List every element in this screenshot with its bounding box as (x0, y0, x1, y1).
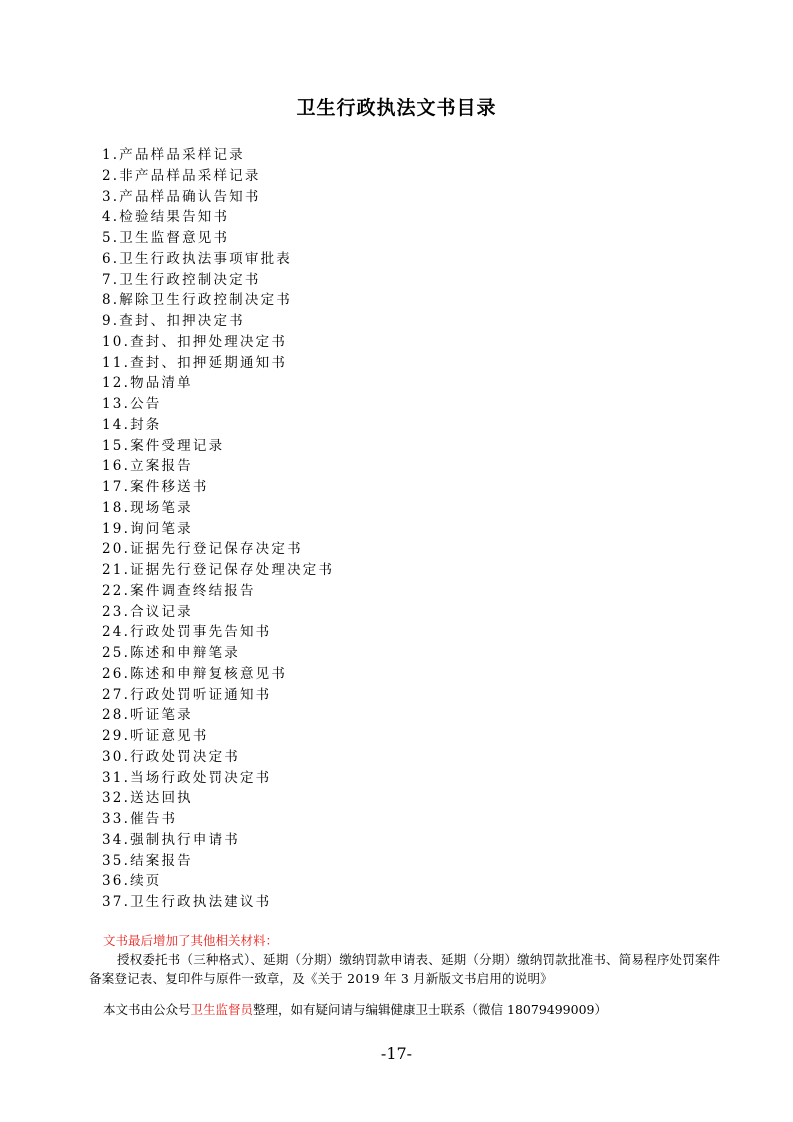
toc-item: 13.公告 (102, 396, 162, 412)
toc-item: 35.结案报告 (102, 852, 193, 869)
toc-item: 18.现场笔录 (102, 499, 193, 516)
note-heading: 文书最后增加了其他相关材料： (103, 933, 279, 948)
toc-item: 7.卫生行政控制决定书 (102, 271, 261, 288)
toc-item: 26.陈述和申辩复核意见书 (102, 665, 288, 682)
toc-item: 9.查封、扣押决定书 (102, 313, 245, 329)
page-number: -17- (380, 1044, 413, 1063)
toc-item: 32.送达回执 (102, 790, 193, 807)
toc-item: 8.解除卫生行政控制决定书 (102, 292, 292, 309)
toc-item: 11.查封、扣押延期通知书 (102, 354, 288, 371)
toc-item: 21.证据先行登记保存处理决定书 (102, 562, 335, 578)
toc-item: 10.查封、扣押处理决定书 (102, 333, 288, 350)
toc-item: 36.续页 (102, 873, 162, 890)
toc-item: 14.封条 (102, 416, 162, 433)
credit-suffix: 整理，如有疑问请与编辑健康卫士联系（微信 18079499009） (253, 1002, 607, 1017)
toc-item: 29.听证意见书 (102, 728, 209, 744)
table-of-contents (102, 145, 334, 913)
note-body: 授权委托书（三种格式）、延期（分期）缴纳罚款申请表、延期（分期）缴纳罚款批准书、简易程序处罚案件备案登记表、复印件与原件一致章，及《关于 2019 年 3 月新版文书启用的说明》 (89, 952, 721, 986)
credit-account-name: 卫生监督员 (190, 1002, 254, 1017)
toc-item: 3.产品样品确认告知书 (102, 188, 261, 205)
toc-item: 4.检验结果告知书 (102, 209, 230, 226)
toc-item: 24.行政处罚事先告知书 (102, 624, 272, 641)
toc-item: 28.听证笔录 (102, 707, 193, 724)
credit-prefix: 本文书由公众号 (103, 1002, 191, 1017)
toc-item: 12.物品清单 (102, 375, 193, 392)
toc-item: 27.行政处罚听证通知书 (102, 686, 272, 703)
toc-item: 33.催告书 (102, 811, 178, 827)
toc-item: 25.陈述和申辩笔录 (102, 645, 240, 661)
toc-item: 17.案件移送书 (102, 479, 209, 495)
toc-item: 31.当场行政处罚决定书 (102, 769, 272, 786)
toc-item: 30.行政处罚决定书 (102, 748, 240, 765)
toc-item: 19.询问笔录 (102, 520, 193, 537)
toc-item: 16.立案报告 (102, 458, 193, 475)
toc-item: 2.非产品样品采样记录 (102, 167, 261, 184)
toc-item: 20.证据先行登记保存决定书 (102, 541, 303, 558)
toc-item: 23.合议记录 (102, 603, 193, 620)
toc-item: 34.强制执行申请书 (102, 831, 240, 848)
toc-item: 15.案件受理记录 (102, 437, 225, 454)
toc-item: 6.卫生行政执法事项审批表 (102, 250, 292, 267)
document-title: 卫生行政执法文书目录 (296, 97, 497, 119)
toc-item: 5.卫生监督意见书 (102, 230, 230, 246)
credit-line (103, 1000, 607, 1019)
toc-item: 37.卫生行政执法建议书 (102, 894, 272, 910)
toc-item: 1.产品样品采样记录 (102, 147, 245, 163)
toc-item: 22.案件调查终结报告 (102, 582, 256, 599)
